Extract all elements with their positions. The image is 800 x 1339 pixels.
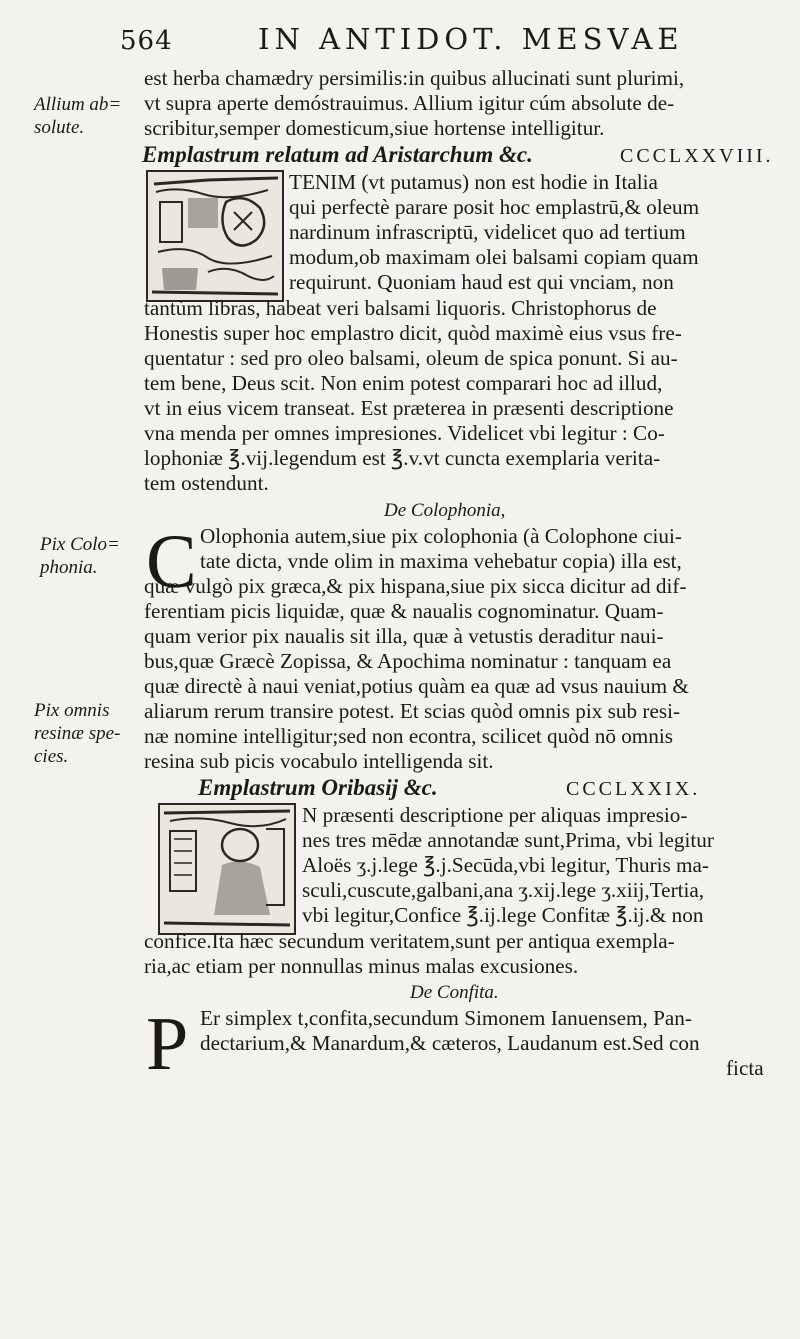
text-line: tem bene, Deus scit. Non enim potest comparari hoc ad illud, — [144, 371, 663, 395]
margin-note: solute. — [34, 117, 85, 138]
text-line: Er simplex t,confita,secundum Simonem Ianuensem, Pan- — [200, 1006, 692, 1030]
text-line: lophoniæ ℥.vij.legendum est ℥.v.vt cuncta exemplaria verita- — [144, 446, 661, 470]
text-line: est herba chamædry persimilis:in quibus allucinati sunt plurimi, — [144, 66, 685, 90]
margin-note: Allium ab= — [34, 94, 122, 115]
page-number: 564 — [120, 26, 173, 56]
text-line: dectarium,& Manardum,& cæteros, Laudanum est.Sed con — [200, 1031, 700, 1055]
drop-cap: P — [146, 1002, 189, 1086]
drop-cap: C — [146, 520, 197, 604]
woodcut-initial-illustration — [146, 170, 284, 302]
text-line: quentatur : sed pro oleo balsami, oleum de spica ponunt. Si au- — [144, 346, 678, 370]
text-line: tate dicta, vnde olim in maxima vehebatur copia) illa est, — [200, 549, 682, 573]
text-line: vna menda per omnes impresiones. Videlicet vbi legitur : Co- — [144, 421, 665, 445]
subheading: De Confita. — [410, 982, 499, 1003]
text-line: ria,ac etiam per nonnullas minus malas excusiones. — [144, 954, 579, 978]
margin-note: cies. — [34, 746, 69, 767]
section-heading: Emplastrum Oribasij &c. — [198, 775, 438, 800]
text-line: bus,quæ Græcè Zopissa, & Apochima nominatur : tanquam ea — [144, 649, 672, 673]
text-line: Olophonia autem,siue pix colophonia (à Colophone ciui- — [200, 524, 682, 548]
text-line: vt supra aperte demóstrauimus. Allium igitur cúm absolute de- — [144, 91, 675, 115]
text-line: quam verior pix naualis sit illa, quæ à vetustis deraditur naui- — [144, 624, 664, 648]
section-number: CCCLXXVIII. — [620, 145, 774, 167]
text-line: quæ vulgò pix græca,& pix hispana,siue pix sicca dicitur ad dif- — [144, 574, 687, 598]
text-line: resina sub picis vocabulo intelligenda sit. — [144, 749, 494, 773]
text-line: requirunt. Quoniam haud est qui vnciam, non — [289, 270, 674, 294]
text-line: TENIM (vt putamus) non est hodie in Italia — [289, 170, 658, 194]
margin-note: Pix omnis — [34, 700, 110, 721]
text-line: aliarum rerum transire potest. Et scias quòd omnis pix sub resi- — [144, 699, 681, 723]
margin-note: Pix Colo= — [40, 534, 120, 555]
margin-note: resinæ spe- — [34, 723, 121, 744]
text-line: scribitur,semper domesticum,siue hortense intelligitur. — [144, 116, 605, 140]
text-line: nes tres mēdæ annotandæ sunt,Prima, vbi legitur — [302, 828, 714, 852]
text-line: tantùm libras, habeat veri balsami liquoris. Christophorus de — [144, 296, 657, 320]
text-line: næ nomine intelligitur;sed non econtra, scilicet quòd nō omnis — [144, 724, 674, 748]
text-line: Aloës ʒ.j.lege ℥.j.Secūda,vbi legitur, Thuris ma- — [302, 853, 709, 877]
woodcut-initial-illustration — [158, 803, 296, 935]
text-line: Honestis super hoc emplastro dicit, quòd maximè eius vsus fre- — [144, 321, 682, 345]
text-line: qui perfectè parare posit hoc emplastrū,& oleum — [289, 195, 700, 219]
text-line: N præsenti descriptione per aliquas impresio- — [302, 803, 688, 827]
running-title: IN ANTIDOT. MESVAE — [258, 22, 684, 56]
text-line: quæ directè à naui veniat,potius quàm ea quæ ad vsus nauium & — [144, 674, 689, 698]
text-line: ferentiam picis liquidæ, quæ & naualis cognominatur. Quam- — [144, 599, 664, 623]
section-number: CCCLXXIX. — [566, 778, 701, 800]
text-line: nardinum infrascriptū, videlicet quo ad tertium — [289, 220, 686, 244]
text-line: confice.Ita hæc secundum veritatem,sunt per antiqua exempla- — [144, 929, 675, 953]
subheading: De Colophonia, — [384, 500, 506, 521]
text-line: modum,ob maximam olei balsami copiam quam — [289, 245, 699, 269]
catchword: ficta — [726, 1056, 764, 1080]
text-line: sculi,cuscute,galbani,ana ʒ.xij.lege ʒ.xiij,Tertia, — [302, 878, 705, 902]
margin-note: phonia. — [40, 557, 98, 578]
text-line: vt in eius vicem transeat. Est præterea in præsenti descriptione — [144, 396, 674, 420]
section-heading: Emplastrum relatum ad Aristarchum &c. — [142, 142, 533, 167]
text-line: tem ostendunt. — [144, 471, 269, 495]
text-line: vbi legitur,Confice ℥.ij.lege Confitæ ℥.ij.& non — [302, 903, 704, 927]
